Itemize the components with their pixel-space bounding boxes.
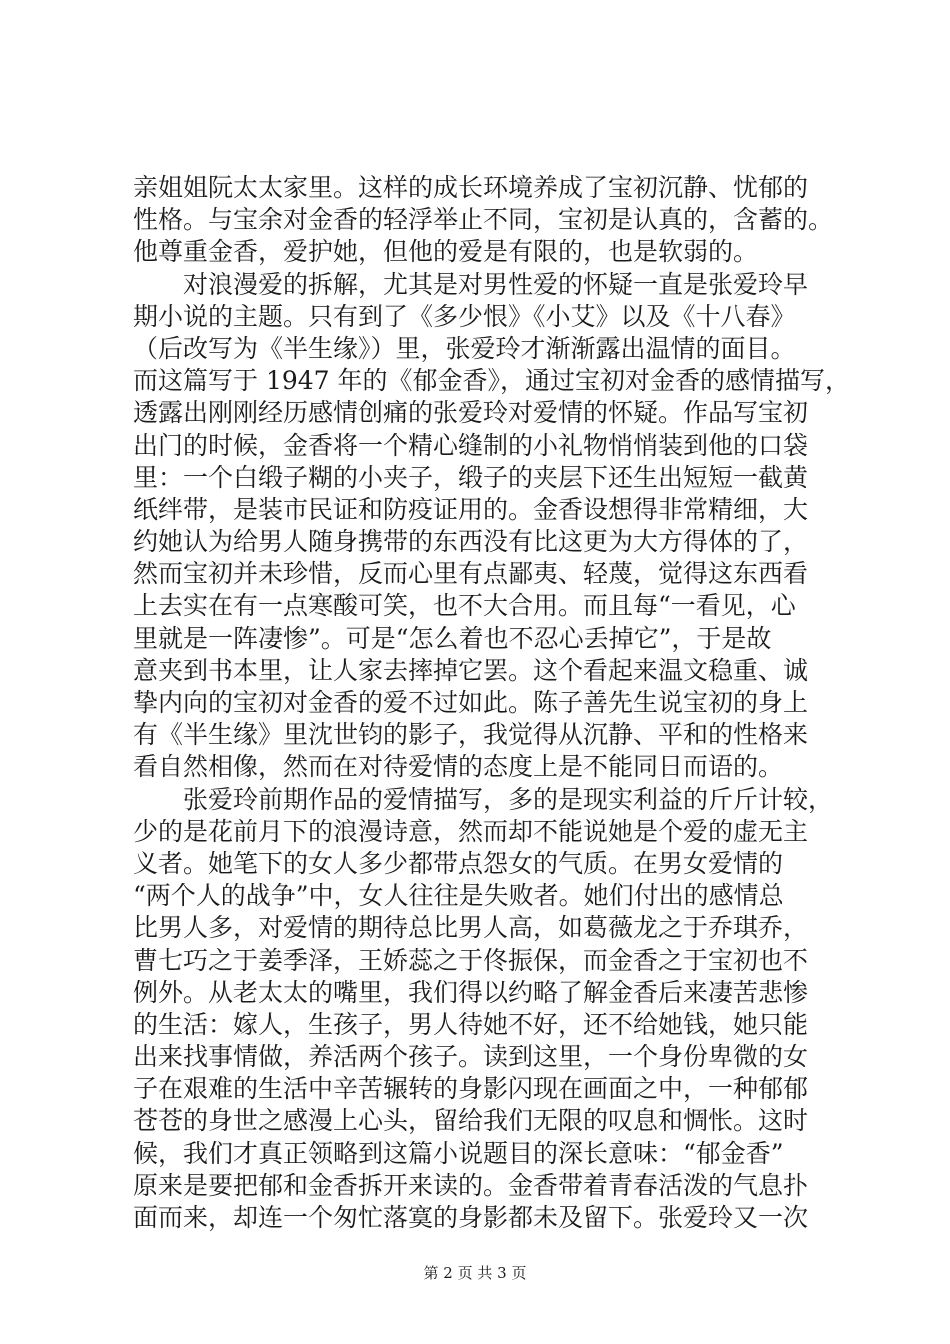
text-line: 纸绊带，是装市民证和防疫证用的。金香设想得非常精细，大 bbox=[133, 494, 809, 524]
text-line: （后改写为《半生缘》）里，张爱玲才渐渐露出温情的面目。 bbox=[133, 333, 796, 363]
text-line: 例外。从老太太的嘴里，我们得以约略了解金香后来凄苦悲惨 bbox=[133, 977, 809, 1007]
text-line: 里：一个白缎子糊的小夹子，缎子的夹层下还生出短短一截黄 bbox=[133, 462, 809, 492]
text-line: 的生活：嫁人，生孩子，男人待她不好，还不给她钱，她只能 bbox=[133, 1009, 809, 1039]
text-line: “两个人的战争”中，女人往往是失败者。她们付出的感情总 bbox=[133, 881, 784, 911]
text-line: 约她认为给男人随身携带的东西没有比这更为大方得体的了， bbox=[133, 527, 809, 557]
text-line: 性格。与宝余对金香的轻浮举止不同，宝初是认真的，含蓄的。 bbox=[133, 205, 834, 235]
text-line: 出来找事情做，养活两个孩子。读到这里，一个身份卑微的女 bbox=[133, 1042, 809, 1072]
text-line: 挚内向的宝初对金香的爱不过如此。陈子善先生说宝初的身上 bbox=[133, 688, 809, 717]
text-line: 亲姐姐阮太太家里。这样的成长环境养成了宝初沉静、忧郁的 bbox=[133, 173, 809, 202]
text-line: 候，我们才真正领略到这篇小说题目的深长意味：“郁金香” bbox=[133, 1138, 784, 1168]
text-line: 透露出刚刚经历感情创痛的张爱玲对爱情的怀疑。作品写宝初 bbox=[133, 398, 809, 428]
text-line: 原来是要把郁和金香拆开来读的。金香带着青春活泼的气息扑 bbox=[133, 1170, 809, 1200]
text-line: 有《半生缘》里沈世钧的影子，我觉得从沉静、平和的性格来 bbox=[133, 720, 809, 750]
text-line: 里就是一阵凄惨”。可是“怎么着也不忍心丢掉它”，于是故 bbox=[133, 623, 772, 653]
text-line: 曹七巧之于姜季泽，王娇蕊之于佟振保，而金香之于宝初也不 bbox=[133, 945, 809, 975]
text-line: 他尊重金香，爱护她，但他的爱是有限的，也是软弱的。 bbox=[133, 237, 759, 267]
text-line: 期小说的主题。只有到了《多少恨》《小艾》以及《十八春》 bbox=[133, 301, 796, 331]
page-footer: 第 2 页 共 3 页 bbox=[423, 1264, 527, 1282]
paragraph-start-line: 张爱玲前期作品的爱情描写，多的是现实利益的斤斤计较， bbox=[183, 784, 834, 814]
text-line: 面而来，却连一个匆忙落寞的身影都未及留下。张爱玲又一次 bbox=[133, 1203, 809, 1232]
text-line: 上去实在有一点寒酸可笑，也不大合用。而且每“一看见，心 bbox=[133, 591, 796, 621]
text-line: 苍苍的身世之感漫上心头，留给我们无限的叹息和惆怅。这时 bbox=[133, 1106, 809, 1136]
text-line: 少的是花前月下的浪漫诗意，然而却不能说她是个爱的虚无主 bbox=[133, 816, 809, 846]
body-text bbox=[133, 172, 851, 1234]
text-line: 比男人多，对爱情的期待总比男人高，如葛薇龙之于乔琪乔， bbox=[133, 913, 809, 943]
text-line: 而这篇写于 1947 年的《郁金香》，通过宝初对金香的感情描写， bbox=[133, 366, 851, 396]
text-line: 出门的时候，金香将一个精心缝制的小礼物悄悄装到他的口袋 bbox=[133, 430, 809, 460]
text-line: 子在艰难的生活中辛苦辗转的身影闪现在画面之中，一种郁郁 bbox=[133, 1074, 809, 1104]
text-line: 然而宝初并未珍惜，反而心里有点鄙夷、轻蔑，觉得这东西看 bbox=[133, 559, 809, 589]
text-line: 义者。她笔下的女人多少都带点怨女的气质。在男女爱情的 bbox=[133, 848, 784, 878]
text-line: 看自然相像，然而在对待爱情的态度上是不能同日而语的。 bbox=[133, 752, 784, 782]
text-line: 意夹到书本里，让人家去摔掉它罢。这个看起来温文稳重、诚 bbox=[133, 655, 809, 685]
paragraph-start-line: 对浪漫爱的拆解，尤其是对男性爱的怀疑一直是张爱玲早 bbox=[183, 269, 809, 299]
